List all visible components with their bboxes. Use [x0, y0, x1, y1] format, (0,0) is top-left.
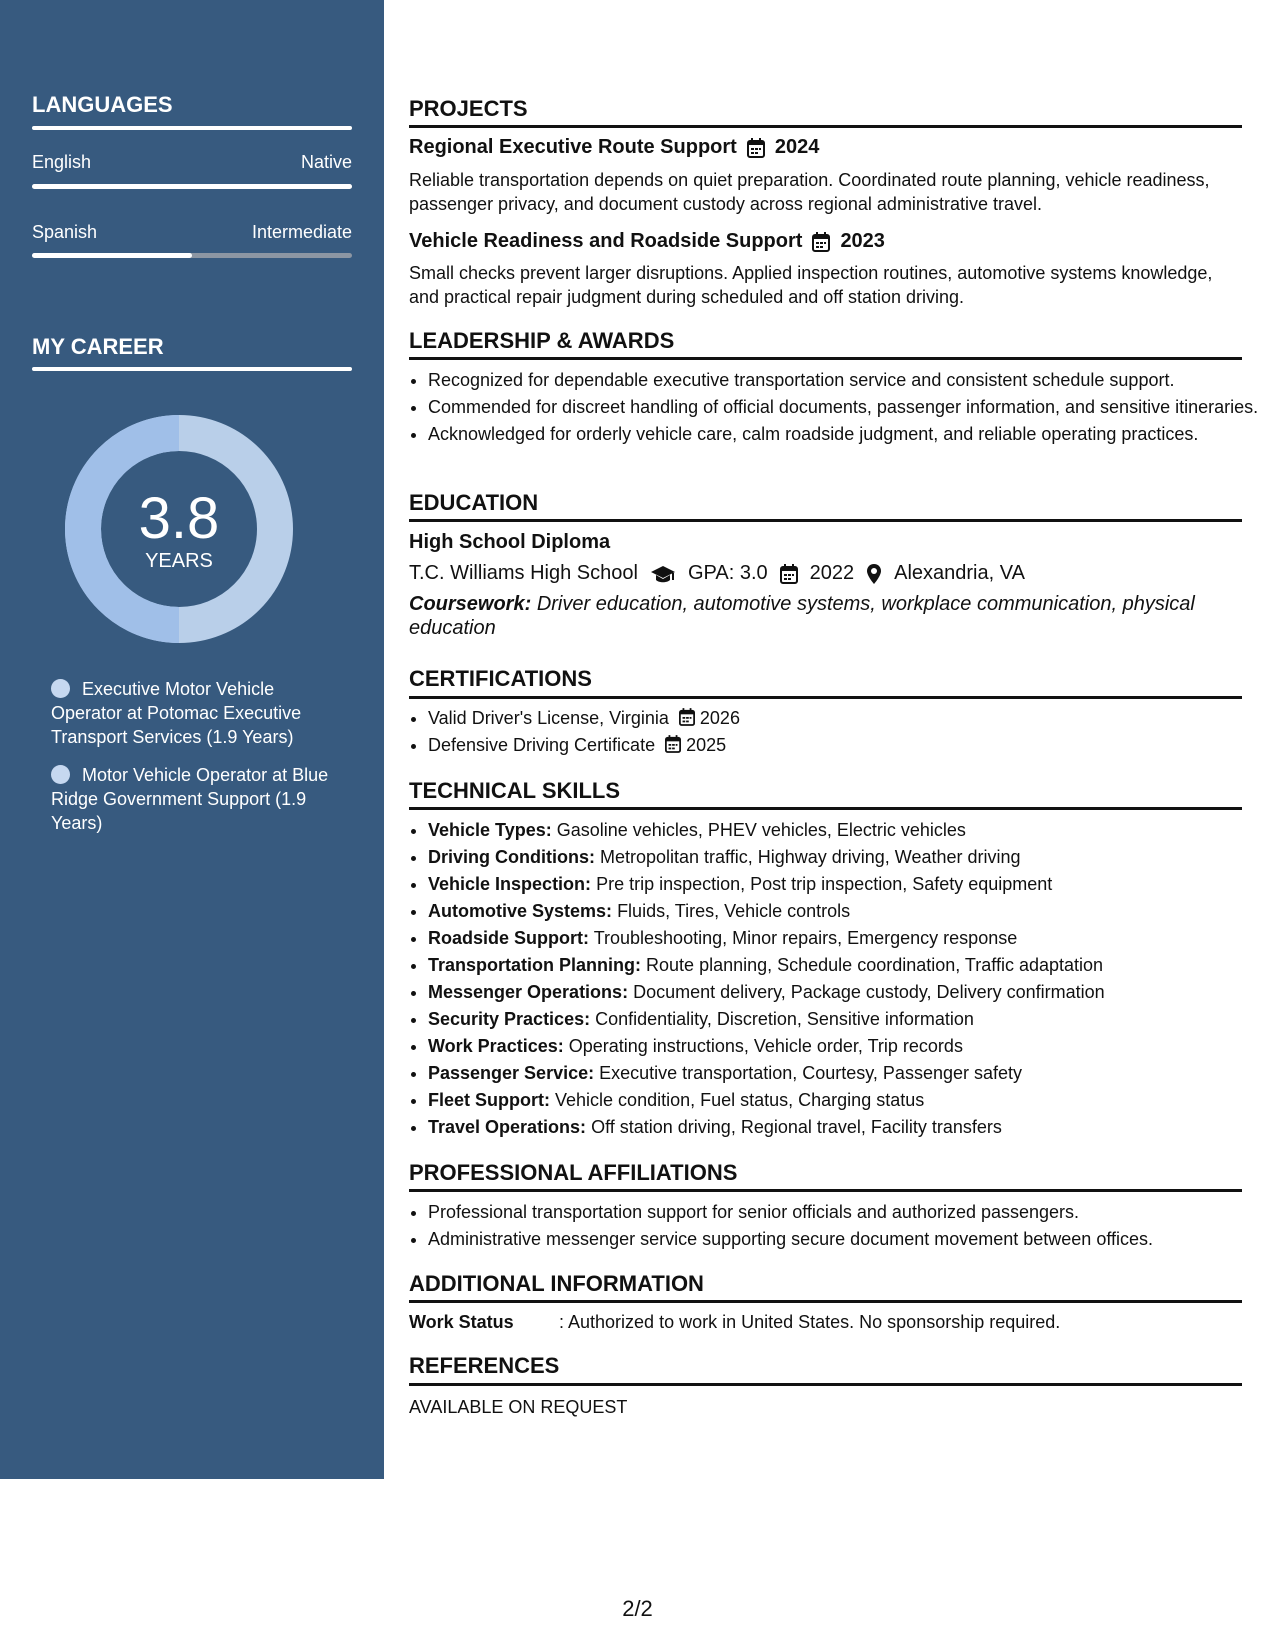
- language-bar-fill: [32, 253, 192, 258]
- education-school: T.C. Williams High School: [409, 562, 638, 584]
- skill-value: Operating instructions, Vehicle order, Trip records: [568, 1036, 963, 1056]
- skill-label: Vehicle Types:: [428, 820, 552, 840]
- education-rule: [409, 519, 1242, 522]
- skill-label: Transportation Planning:: [428, 955, 642, 975]
- skill-label: Automotive Systems:: [428, 901, 613, 921]
- skills-list: [409, 818, 1261, 1142]
- skill-value: Vehicle condition, Fuel status, Charging status: [555, 1090, 925, 1110]
- calendar-icon: [812, 232, 830, 252]
- certifications-rule: [409, 696, 1242, 699]
- career-item-text: Motor Vehicle Operator at Blue Ridge Government Support (1.9 Years): [51, 765, 329, 833]
- skill-item: [428, 1115, 1261, 1139]
- career-years-unit: YEARS: [145, 550, 213, 572]
- language-name: Spanish: [32, 222, 98, 242]
- work-status-row: [409, 1310, 1242, 1334]
- skill-label: Passenger Service:: [428, 1063, 595, 1083]
- skill-value: Troubleshooting, Minor repairs, Emergency response: [593, 928, 1018, 948]
- skill-item: [428, 872, 1261, 896]
- cert-year: 2025: [686, 735, 727, 755]
- career-dot-icon: [51, 765, 70, 784]
- language-name: English: [32, 152, 92, 172]
- language-bar-fill: [32, 184, 352, 189]
- skill-value: Gasoline vehicles, PHEV vehicles, Electric vehicles: [556, 820, 966, 840]
- career-rule: [32, 367, 352, 371]
- coursework-value: Driver education, automotive systems, workplace communication, physical education: [409, 593, 1195, 639]
- language-bar-english: [32, 184, 352, 189]
- skill-value: Route planning, Schedule coordination, Traffic adaptation: [646, 955, 1104, 975]
- affiliations-rule: [409, 1189, 1242, 1192]
- list-item: • Professional transportation support for senior officials and authorized passengers.: [428, 1200, 1261, 1224]
- project-description: Small checks prevent larger disruptions. Applied inspection routines, automotive systems knowledge, and practical repair judgment during scheduled and off station driving.: [409, 263, 1213, 307]
- skills-title: TECHNICAL SKILLS: [409, 778, 621, 803]
- work-status-label: Work Status: [409, 1312, 514, 1332]
- skill-value: Executive transportation, Courtesy, Passenger safety: [599, 1063, 1023, 1083]
- list-item: • Commended for discreet handling of official documents, passenger information, and sensitive itineraries.: [428, 395, 1261, 419]
- cert-year: 2026: [699, 708, 740, 728]
- skill-label: Work Practices:: [428, 1036, 564, 1056]
- projects-title: PROJECTS: [409, 96, 528, 121]
- additional-rule: [409, 1300, 1242, 1303]
- coursework-label: Coursework:: [409, 593, 532, 615]
- skill-value: Fluids, Tires, Vehicle controls: [617, 901, 851, 921]
- skill-value: Pre trip inspection, Post trip inspection, Safety equipment: [596, 874, 1053, 894]
- projects-rule: [409, 125, 1242, 128]
- career-item-text: Executive Motor Vehicle Operator at Potomac Executive Transport Services (1.9 Years): [51, 679, 302, 747]
- skill-item: [428, 845, 1261, 869]
- education-title: EDUCATION: [409, 490, 539, 515]
- education-gpa: GPA: 3.0: [687, 562, 768, 584]
- calendar-icon: [665, 735, 681, 753]
- languages-title: LANGUAGES: [32, 92, 173, 117]
- career-item: [51, 763, 336, 835]
- project-title: [409, 136, 819, 159]
- language-row-english: [32, 152, 352, 173]
- calendar-icon: [780, 564, 798, 584]
- list-item: [428, 733, 1261, 757]
- page-number: 2/2: [622, 1596, 653, 1621]
- skills-rule: [409, 807, 1242, 810]
- project-description: Reliable transportation depends on quiet preparation. Coordinated route planning, vehicle readiness, passenger privacy, and document custody across regional administrative travel.: [409, 170, 1210, 214]
- skill-value: Document delivery, Package custody, Delivery confirmation: [633, 982, 1105, 1002]
- project-year: 2023: [840, 230, 885, 252]
- list-item: • Administrative messenger service supporting secure document movement between offices.: [428, 1227, 1261, 1251]
- project-name: Regional Executive Route Support: [409, 136, 737, 158]
- skill-label: Vehicle Inspection:: [428, 874, 592, 894]
- skill-item: [428, 899, 1261, 923]
- career-item: [51, 677, 336, 749]
- education-location: Alexandria, VA: [894, 562, 1025, 584]
- skill-item: [428, 926, 1261, 950]
- certifications-list: [409, 706, 1261, 760]
- skill-value: Metropolitan traffic, Highway driving, Weather driving: [600, 847, 1021, 867]
- references-value: AVAILABLE ON REQUEST: [409, 1397, 628, 1417]
- skill-item: [428, 1061, 1261, 1085]
- cert-name: Valid Driver's License, Virginia: [428, 708, 669, 728]
- career-dot-icon: [51, 679, 70, 698]
- certifications-title: CERTIFICATIONS: [409, 666, 592, 691]
- affiliations-title: PROFESSIONAL AFFILIATIONS: [409, 1160, 738, 1185]
- skill-item: [428, 1034, 1261, 1058]
- sidebar: [0, 0, 384, 1479]
- skill-value: Off station driving, Regional travel, Facility transfers: [591, 1117, 1002, 1137]
- education-details: [409, 562, 1025, 585]
- skill-label: Roadside Support:: [428, 928, 589, 948]
- education-year: 2022: [809, 562, 855, 584]
- leadership-list: [409, 368, 1261, 449]
- education-coursework: [409, 592, 1242, 640]
- work-status-value: : Authorized to work in United States. No sponsorship required.: [559, 1312, 1061, 1332]
- skill-label: Fleet Support:: [428, 1090, 550, 1110]
- language-level: Intermediate: [251, 222, 352, 242]
- calendar-icon: [747, 138, 765, 158]
- skill-label: Driving Conditions:: [428, 847, 595, 867]
- skill-item: [428, 980, 1261, 1004]
- location-pin-icon: [866, 563, 882, 585]
- additional-title: ADDITIONAL INFORMATION: [409, 1271, 704, 1296]
- education-degree: High School Diploma: [409, 531, 611, 553]
- skill-label: Messenger Operations:: [428, 982, 629, 1002]
- leadership-rule: [409, 357, 1242, 360]
- skill-label: Security Practices:: [428, 1009, 591, 1029]
- career-title: MY CAREER: [32, 334, 164, 359]
- graduation-cap-icon: [650, 564, 676, 584]
- project-name: Vehicle Readiness and Roadside Support: [409, 230, 803, 252]
- skill-item: [428, 953, 1261, 977]
- skill-item: [428, 1088, 1261, 1112]
- language-bar-spanish: [32, 253, 352, 258]
- skill-item: [428, 818, 1261, 842]
- project-year: 2024: [774, 136, 820, 158]
- skill-value: Confidentiality, Discretion, Sensitive information: [595, 1009, 974, 1029]
- skill-item: [428, 1007, 1261, 1031]
- references-title: REFERENCES: [409, 1353, 560, 1378]
- list-item: • Recognized for dependable executive transportation service and consistent schedule support.: [428, 368, 1261, 392]
- language-level: Native: [300, 152, 352, 172]
- language-row-spanish: [32, 222, 352, 243]
- list-item: • Acknowledged for orderly vehicle care, calm roadside judgment, and reliable operating practices.: [428, 422, 1261, 446]
- calendar-icon: [679, 708, 695, 726]
- career-total-years: 3.8: [138, 486, 220, 551]
- leadership-title: LEADERSHIP & AWARDS: [409, 328, 675, 353]
- list-item: [428, 706, 1261, 730]
- affiliations-list: [409, 1200, 1261, 1254]
- project-title: [409, 230, 885, 253]
- skill-label: Travel Operations:: [428, 1117, 587, 1137]
- references-rule: [409, 1383, 1242, 1386]
- cert-name: Defensive Driving Certificate: [428, 735, 656, 755]
- languages-rule: [32, 126, 352, 130]
